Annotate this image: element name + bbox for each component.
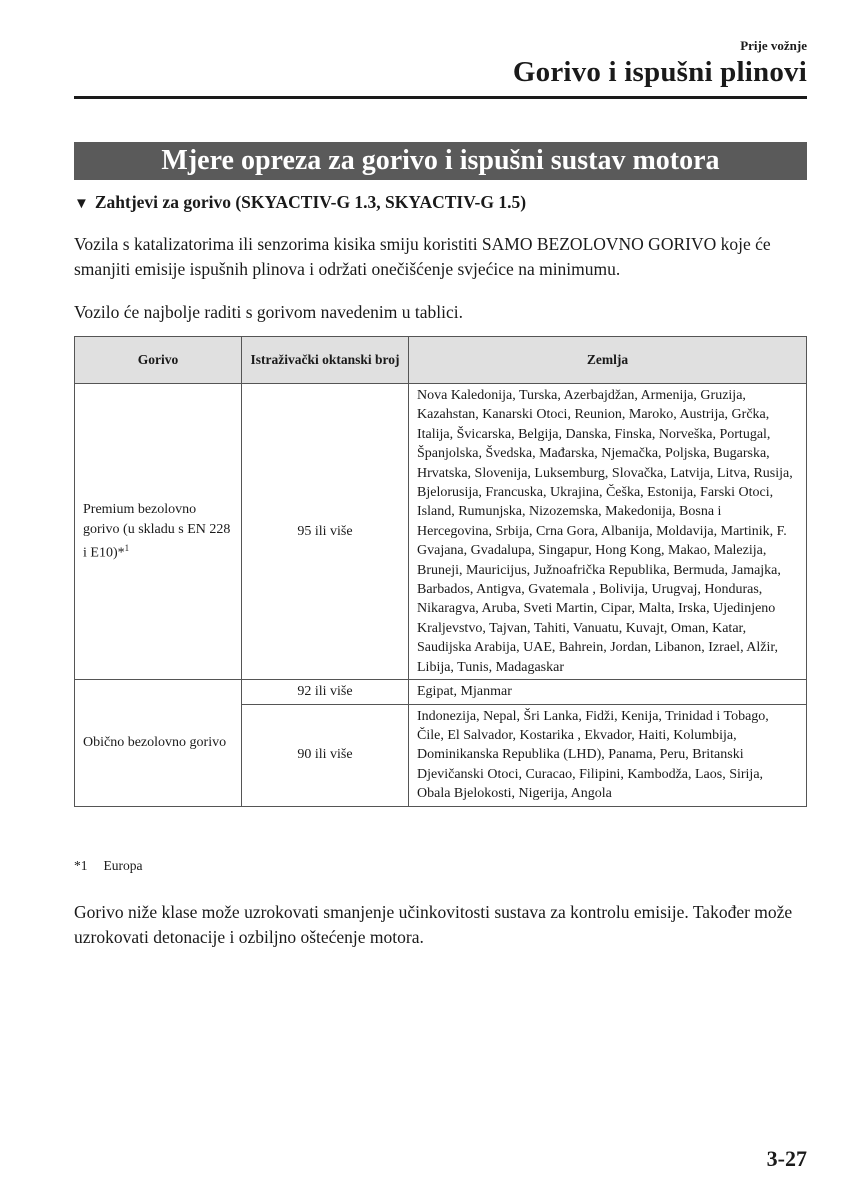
column-header-fuel: Gorivo	[75, 337, 242, 384]
fuel-cell	[75, 384, 242, 680]
page-title: Gorivo i ispušni plinovi	[512, 56, 807, 88]
footnote-ref: 1	[124, 542, 130, 553]
subheading-text: Zahtjevi za gorivo (SKYACTIV-G 1.3, SKYACTIV-G 1.5)	[94, 192, 527, 212]
header-section-label: Prije vožnje	[740, 38, 807, 53]
table-header-row	[75, 337, 807, 384]
country-cell: Egipat, Mjanmar	[409, 680, 807, 704]
table-row	[75, 680, 807, 704]
page-number: 3-27	[766, 1146, 807, 1171]
country-cell: Nova Kaledonija, Turska, Azerbajdžan, Armenija, Gruzija, Kazahstan, Kanarski Otoci, Reunion, Maroko, Austrija, Grčka, Italija, Švicarska, Belgija, Danska, Finska, Norveška, Portugal, Španjolska, Švedska, Mađarska, Njemačka, Poljska, Bugarska, Hrvatska, Slovenija, Luksemburg, Slovačka, Latvija, Litva, Rusija, Bjelorusija, Francuska, Ukrajina, Češka, Estonija, Farski Otoci, Island, Rumunjska, Nizozemska, Makedonija, Bosna i Hercegovina, Srbija, Crna Gora, Albanija, Moldavija, Martinik, F. Gvajana, Gvadalupa, Singapur, Hong Kong, Makao, Malezija, Bruneji, Mauricijus, Južnoafrička Republika, Bermuda, Jamajka, Barbados, Antigva, Gvatemala , Bolivija, Urugvaj, Honduras, Nikaragva, Aruba, Sveti Martin, Cipar, Malta, Irska, Ujedinjeno Kraljevstvo, Tajvan, Tahiti, Vanuatu, Kuvajt, Oman, Katar, Saudijska Arabija, UAE, Bahrein, Jordan, Libanon, Izrael, Alžir, Libija, Tunis, Madagaskar	[409, 384, 807, 680]
subheading	[74, 192, 526, 213]
header-divider	[74, 96, 807, 99]
octane-cell: 92 ili više	[242, 680, 409, 704]
fuel-requirements-table	[74, 336, 807, 807]
footnote-text: Europa	[103, 858, 143, 873]
country-cell: Indonezija, Nepal, Šri Lanka, Fidži, Kenija, Trinidad i Tobago, Čile, El Salvador, Kostarika , Ekvador, Haiti, Kolumbija, Dominikanska Republika (LHD), Panama, Peru, Britanski Djevičanski Otoci, Curacao, Filipini, Kambodža, Laos, Sirija, Obala Bjelokosti, Nigerija, Angola	[409, 704, 807, 806]
fuel-cell-text: Premium bezolovno gorivo (u skladu s EN 228 i E10)*	[83, 502, 231, 561]
octane-cell: 95 ili više	[242, 384, 409, 680]
footnote-marker: *1	[74, 858, 88, 873]
triangle-down-icon: ▼	[74, 196, 89, 212]
table-intro-paragraph: Vozilo će najbolje raditi s gorivom navedenim u tablici.	[74, 302, 463, 322]
warning-paragraph: Gorivo niže klase može uzrokovati smanjenje učinkovitosti sustava za kontrolu emisije. Također može uzrokovati detonacije i ozbiljno oštećenje motora.	[74, 902, 793, 947]
column-header-country: Zemlja	[409, 337, 807, 384]
section-banner: Mjere opreza za gorivo i ispušni sustav motora	[74, 142, 807, 180]
table-row	[75, 384, 807, 680]
fuel-cell: Obično bezolovno gorivo	[75, 680, 242, 806]
intro-paragraph: Vozila s katalizatorima ili senzorima kisika smiju koristiti SAMO BEZOLOVNO GORIVO koje će smanjiti emisije ispušnih plinova i održati onečišćenje svjećice na minimumu.	[74, 234, 771, 279]
column-header-octane: Istraživački oktanski broj	[242, 337, 409, 384]
footnote	[74, 858, 142, 874]
octane-cell: 90 ili više	[242, 704, 409, 806]
